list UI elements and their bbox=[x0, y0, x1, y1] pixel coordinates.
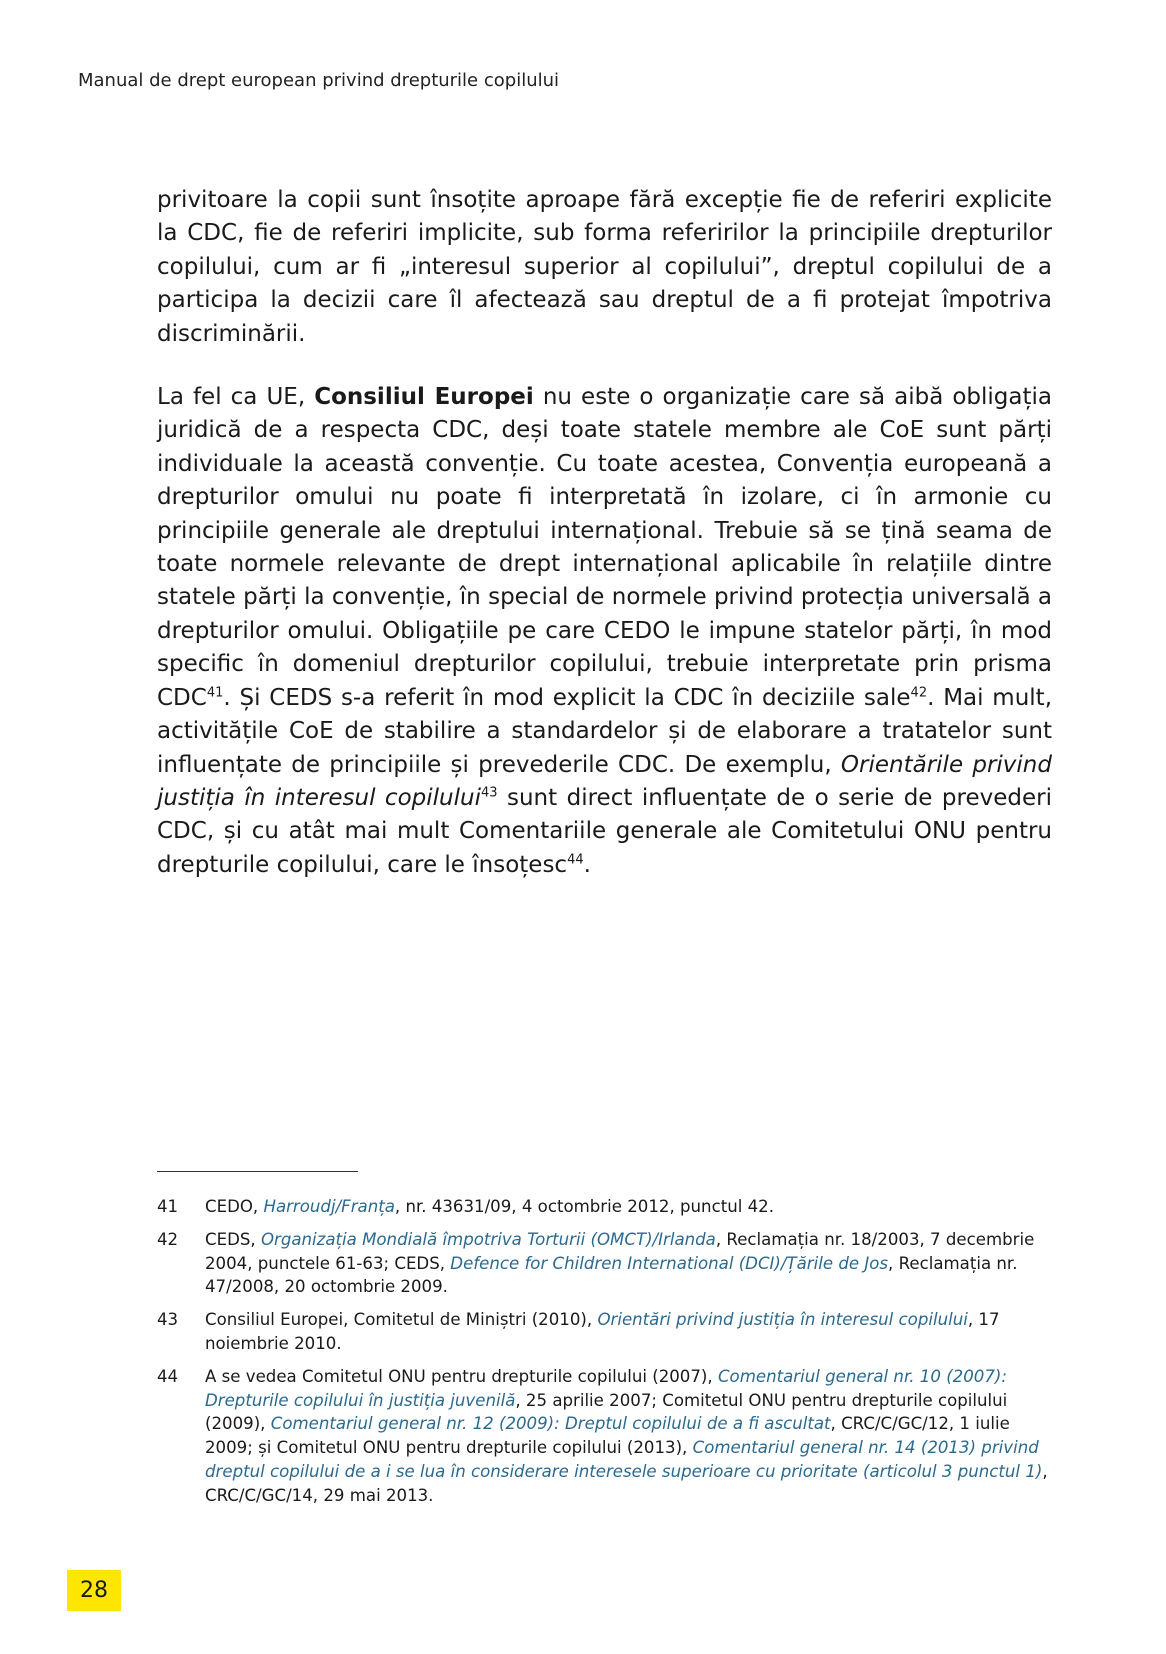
footnote-42 bbox=[157, 1228, 1052, 1299]
document-link[interactable]: Comentariul general nr. 10 (2007): Drepturile copilului în justiția juvenilă bbox=[205, 1366, 1007, 1410]
fn-text-part: , 25 aprilie 2007; Comitetul ONU pentru drepturile copilului (2009), bbox=[205, 1390, 1008, 1434]
paragraph-2 bbox=[157, 381, 1052, 882]
footnote-ref-43[interactable]: 43 bbox=[480, 785, 498, 801]
footnote-number: 43 bbox=[157, 1310, 179, 1330]
footnote-41 bbox=[157, 1195, 1052, 1219]
footnote-text bbox=[205, 1308, 1052, 1356]
p2-text-4: sunt direct influențate de o serie de prevederi CDC, și cu atât mai mult Comentariile generale ale Comitetului ONU pentru drepturile copilului, care le însoțesc bbox=[157, 784, 1052, 878]
footnote-ref-44[interactable]: 44 bbox=[567, 852, 584, 868]
fn-text-part: , 17 noiembrie 2010. bbox=[205, 1310, 1000, 1353]
p2-lead: La fel ca UE, bbox=[157, 384, 315, 411]
document-link[interactable]: Comentariul general nr. 12 (2009): Dreptul copilului de a fi ascultat bbox=[270, 1414, 831, 1434]
fn-text-part: , Reclamația nr. 18/2003, 7 decembrie 2004, punctele 61-63; CEDS, bbox=[205, 1229, 1035, 1273]
footnote-43 bbox=[157, 1308, 1052, 1356]
case-link[interactable]: Harroudj/Franța bbox=[263, 1197, 395, 1216]
footnote-number: 41 bbox=[157, 1197, 179, 1216]
paragraph-1: privitoare la copii sunt însoțite aproape fără excepție fie de referiri explicite la CDC, fie de referiri implicite, sub forma referirilor la principiile drepturilor copilului, cum ar fi „interesul superior al copilului”, dreptul copilului de a participa la decizii care îl afectează sau dreptul de a fi protejat împotriva discriminării. bbox=[157, 187, 1052, 347]
fn-text-part: , Reclamația nr. 47/2008, 20 octombrie 2009. bbox=[205, 1253, 1018, 1297]
footnote-text bbox=[205, 1365, 1052, 1508]
p2-italic-title: Orientările privind justiția în interesul copilului bbox=[157, 751, 1052, 811]
footnote-44 bbox=[157, 1365, 1052, 1508]
case-link[interactable]: Defence for Children International (DCI)/Țările de Jos bbox=[450, 1253, 889, 1273]
document-link[interactable]: Comentariul general nr. 14 (2013) privind dreptul copilului de a i se lua în considerare interesele superioare cu prioritate (articolul 3 punctul 1) bbox=[205, 1438, 1043, 1481]
fn-text-part: , CRC/C/GC/14, 29 mai 2013. bbox=[205, 1461, 1048, 1505]
p2-text-5: . bbox=[583, 851, 591, 878]
fn-text-part: CEDS, bbox=[205, 1229, 261, 1249]
fn-text-part: , nr. 43631/09, 4 octombrie 2012, punctul 42. bbox=[394, 1197, 774, 1216]
case-link[interactable]: Organizația Mondială împotriva Torturii (OMCT)/Irlanda bbox=[260, 1229, 716, 1249]
fn-text-part: CEDO, bbox=[205, 1197, 264, 1216]
footnote-ref-41[interactable]: 41 bbox=[206, 685, 224, 701]
footnote-text bbox=[205, 1228, 1052, 1299]
p2-text-1: nu este o organizație care să aibă obligația juridică de a respecta CDC, deși toate statele membre ale CoE sunt părți individuale la această convenție. Cu toate acestea, Convenția europeană a drepturilor omului nu poate fi interpretată în izolare, ci în armonie cu principiile generale ale dreptului internațional. Trebuie să se țină seama de toate normele relevante de drept internațional aplicabile în relațiile dintre statele părți la convenție, în special de normele privind protecția universală a drepturilor omului. Obligațiile pe care CEDO le impune statelor părți, în mod specific în domeniul drepturilor copilului, trebuie interpretate prin prisma CDC bbox=[157, 384, 1052, 711]
p2-bold-term: Consiliul Europei bbox=[314, 384, 534, 411]
footnote-ref-42[interactable]: 42 bbox=[910, 685, 928, 701]
main-text bbox=[157, 184, 1052, 882]
footnote-number: 44 bbox=[157, 1366, 179, 1386]
footnote-divider bbox=[157, 1171, 358, 1172]
footnotes bbox=[157, 1195, 1052, 1517]
p2-text-3: . Mai mult, activitățile CoE de stabilire a standardelor și de elaborare a tratatelor sunt influențate de principiile și prevederile CDC. De exemplu, bbox=[157, 684, 1053, 778]
footnote-text bbox=[205, 1195, 1052, 1219]
document-link[interactable]: Orientări privind justiția în interesul copilului bbox=[597, 1310, 968, 1330]
fn-text-part: Consiliul Europei, Comitetul de Miniștri (2010), bbox=[205, 1310, 598, 1330]
fn-text-part: , CRC/C/GC/12, 1 iulie 2009; și Comitetul ONU pentru drepturile copilului (2013), bbox=[205, 1414, 1010, 1458]
running-header: Manual de drept european privind drepturile copilului bbox=[78, 70, 560, 91]
fn-text-part: A se vedea Comitetul ONU pentru drepturile copilului (2007), bbox=[205, 1366, 718, 1386]
p2-text-2: . Și CEDS s-a referit în mod explicit la CDC în deciziile sale bbox=[223, 684, 911, 711]
footnote-number: 42 bbox=[157, 1229, 179, 1249]
page-number-badge: 28 bbox=[67, 1570, 121, 1611]
